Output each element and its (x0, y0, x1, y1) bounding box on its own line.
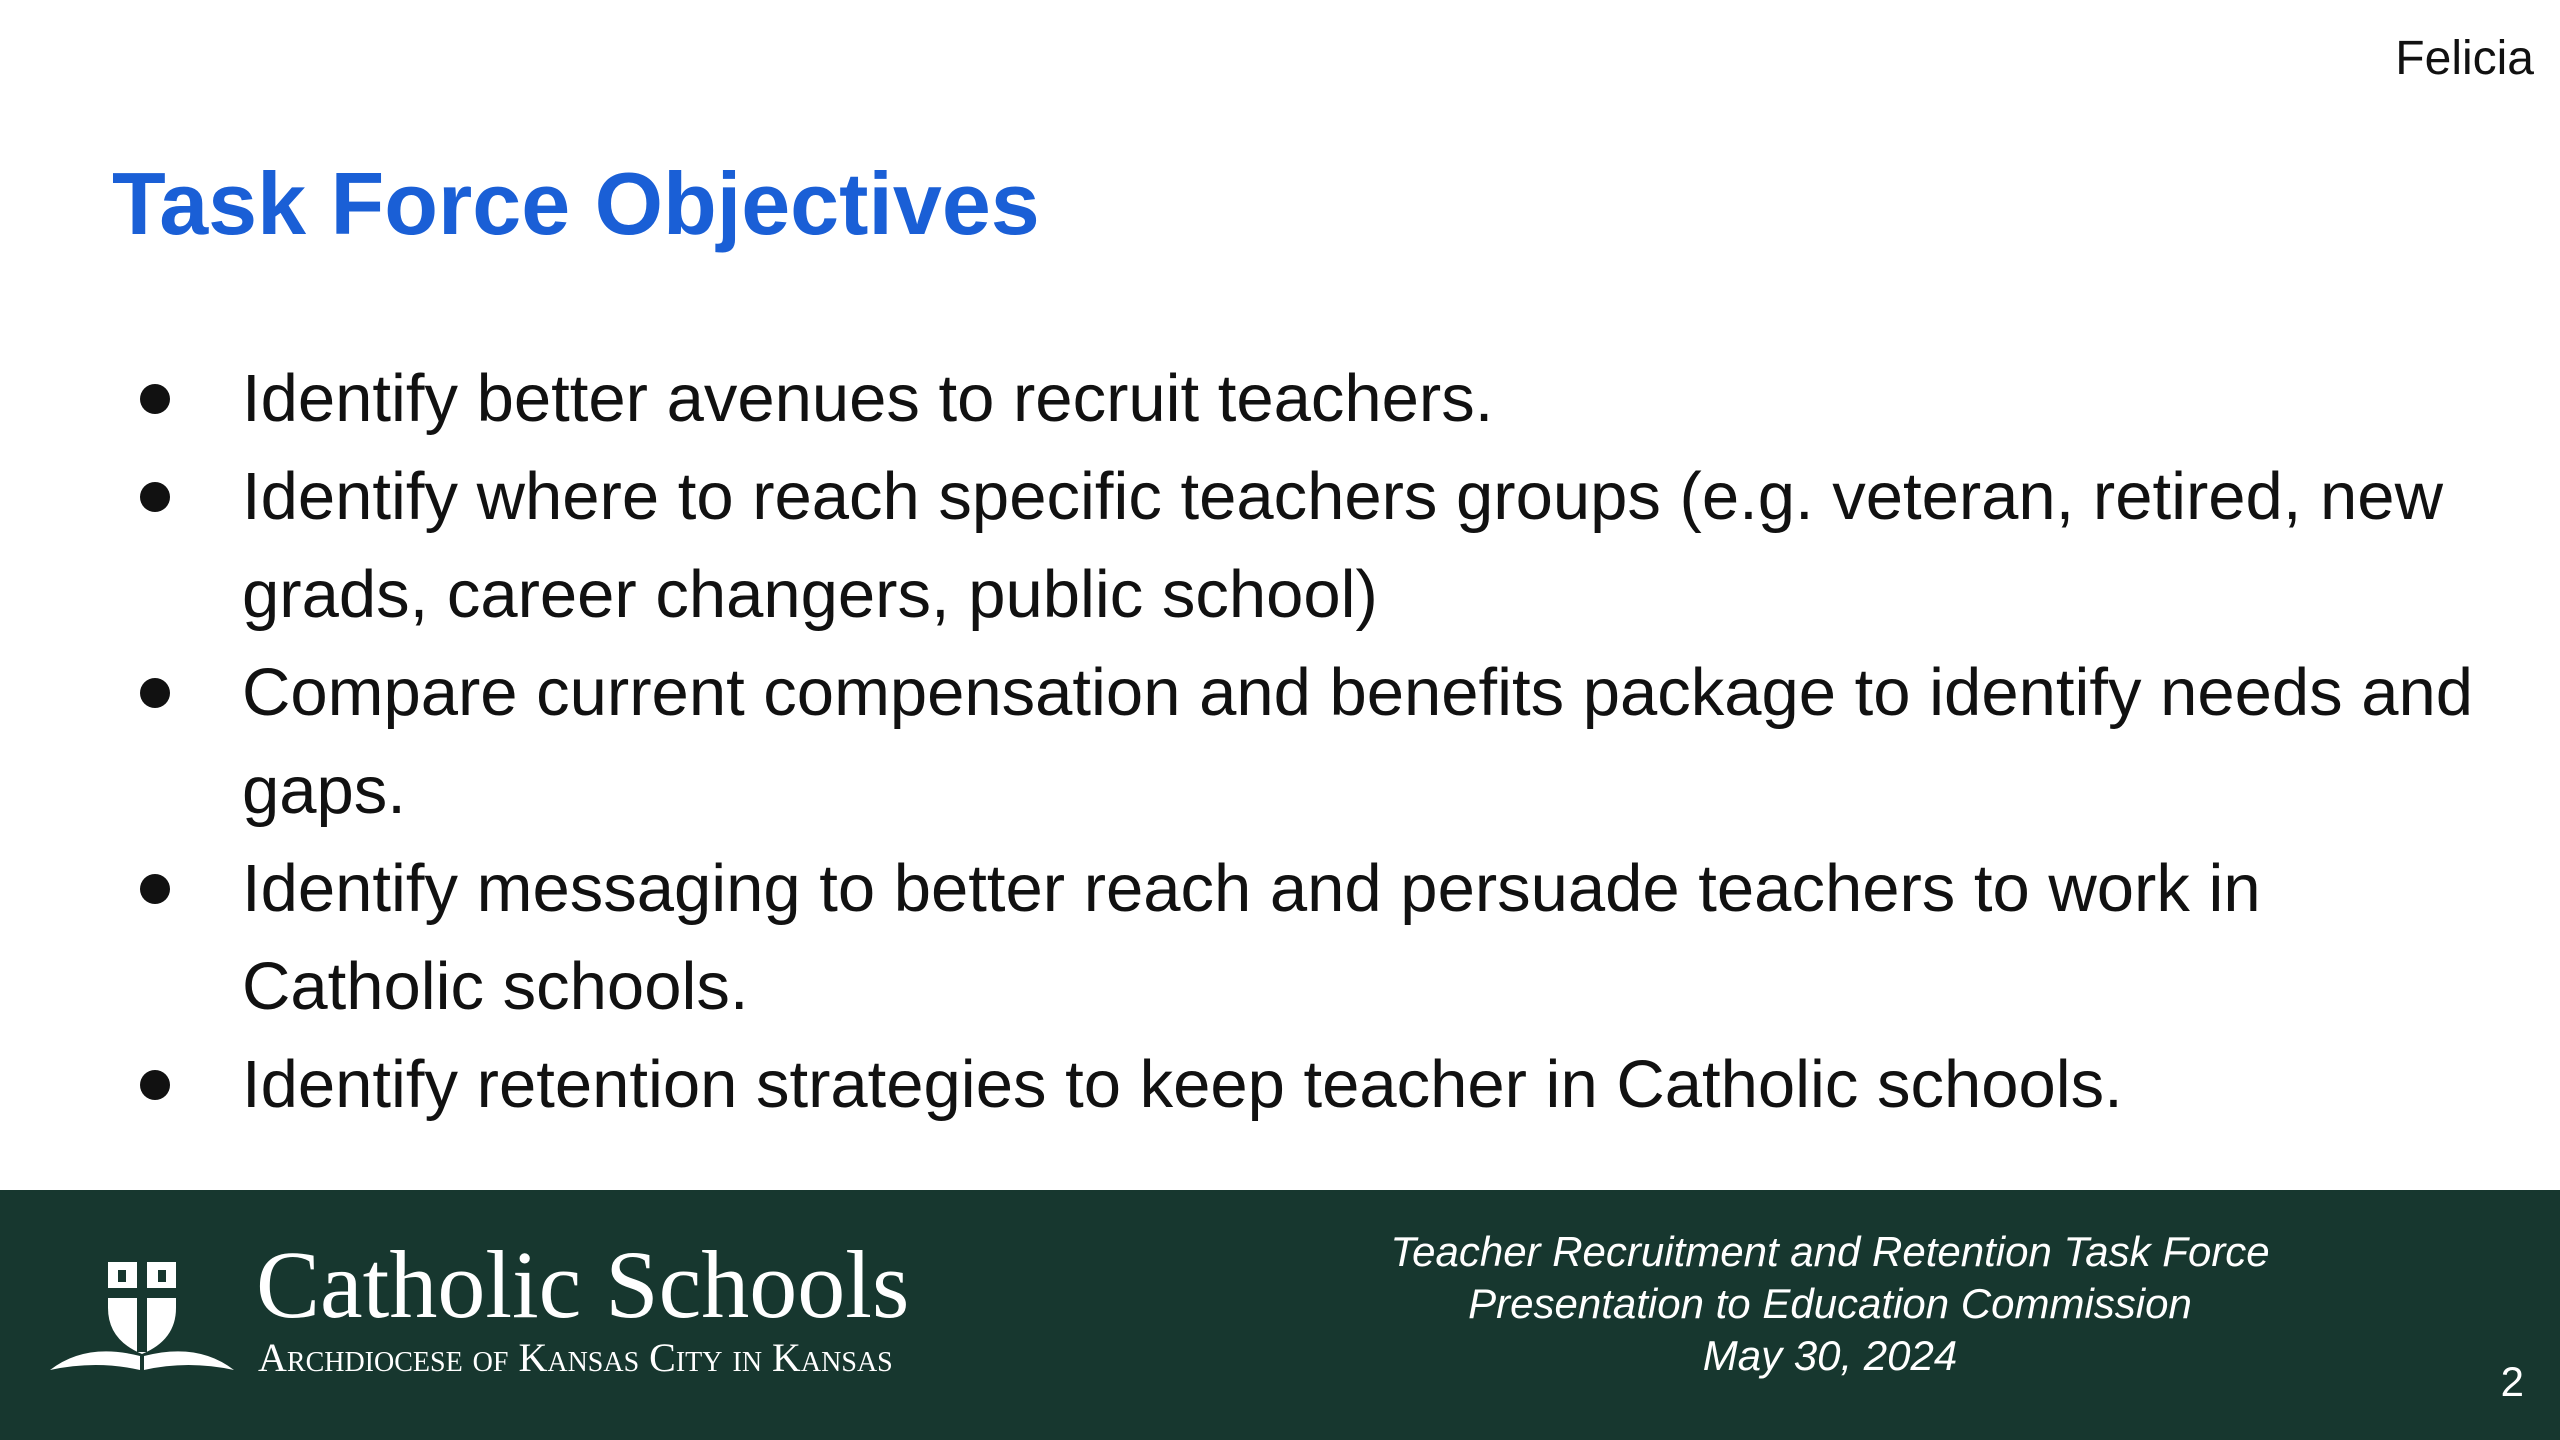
bullet-dot-icon (140, 1070, 170, 1100)
objective-text: Identify retention strategies to keep teacher in Catholic schools. (242, 1047, 2123, 1122)
bullet-dot-icon (140, 384, 170, 414)
objective-item (140, 350, 2480, 448)
footer-bar (0, 1190, 2560, 1440)
presentation-line: Presentation to Education Commission (1468, 1280, 2192, 1327)
presentation-info (1280, 1226, 2380, 1382)
objective-text: Identify where to reach specific teachers groups (e.g. veteran, retired, new grads, career changers, public school) (242, 459, 2443, 632)
objective-item (140, 840, 2480, 1036)
bullet-dot-icon (140, 678, 170, 708)
brand-name: Catholic Schools (256, 1231, 910, 1338)
objective-text: Compare current compensation and benefits package to identify needs and gaps. (242, 655, 2474, 828)
objective-text: Identify messaging to better reach and persuade teachers to work in Catholic schools. (242, 851, 2261, 1024)
presentation-date: May 30, 2024 (1702, 1332, 1958, 1379)
objective-item (140, 448, 2480, 644)
objective-item (140, 1036, 2480, 1134)
slide-title: Task Force Objectives (112, 154, 1040, 253)
presenter-name: Felicia (2395, 32, 2534, 85)
bullet-dot-icon (140, 874, 170, 904)
book-and-cross-logo-icon (46, 1256, 238, 1376)
brand-subtitle: Archdiocese of Kansas City in Kansas (258, 1335, 893, 1380)
presentation-line: Teacher Recruitment and Retention Task Force (1390, 1228, 2270, 1275)
bullet-dot-icon (140, 482, 170, 512)
objective-item (140, 644, 2480, 840)
objective-text: Identify better avenues to recruit teachers. (242, 361, 1494, 436)
page-number: 2 (2500, 1358, 2524, 1405)
objectives-list (140, 350, 2480, 1134)
